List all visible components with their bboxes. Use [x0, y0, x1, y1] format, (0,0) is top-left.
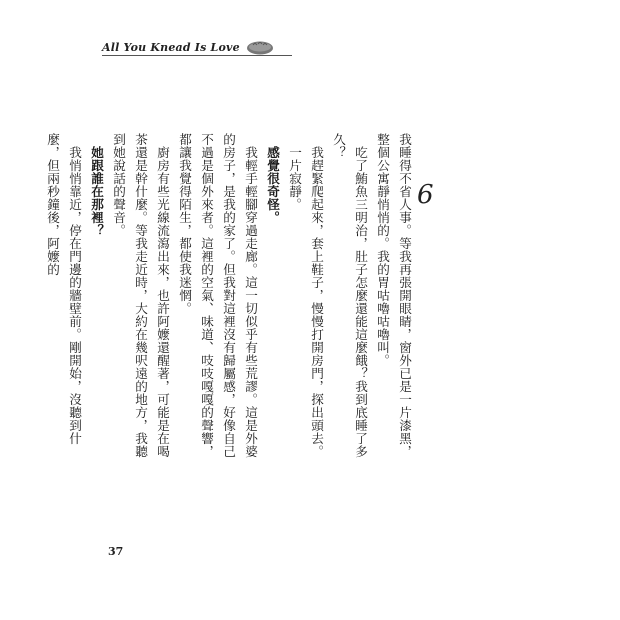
paragraph: 廚房有些光線流瀉出來，也許阿嬤還醒著，可能是在喝茶還是幹什麼。等我走近時，大約在幾呎遠的地方，我聽到她說話的聲音。	[111, 133, 170, 458]
bold-line: 感覺很奇怪。	[265, 145, 280, 224]
bold-line: 她跟誰在那裡？	[89, 145, 104, 237]
chapter-number: 6	[417, 180, 434, 210]
page-number: 37	[108, 545, 124, 558]
paragraph: 我悄悄靠近，停在門邊的牆壁前。剛開始，沒聽到什麼，但兩秒鐘後，阿嬤的	[45, 133, 82, 445]
header-rule	[102, 55, 292, 56]
paragraph: 我輕手輕腳穿過走廊。這一切似乎有些荒謬。這是外婆的房子，是我的家了。但我對這裡沒有歸屬感，好像自己不過是個外來者。這裡的空氣、味道、吱吱嘎嘎的聲響，都讓我覺得陌生，都使我迷惘。	[177, 133, 258, 458]
paragraph: 我趕緊爬起來，套上鞋子，慢慢打開房門，探出頭去。	[309, 145, 324, 458]
running-header	[102, 38, 275, 56]
paragraph: 吃了鮪魚三明治，肚子怎麼還能這麼餓？我到底睡了多久？	[331, 133, 368, 458]
paragraph: 我睡得不省人事。等我再張開眼睛，窗外已是一片漆黑，整個公寓靜悄悄的。我的胃咕嚕咕嚕叫。	[375, 133, 412, 458]
running-header-title: All You Knead Is Love	[102, 40, 240, 54]
bread-icon	[245, 38, 275, 56]
paragraph: 一片寂靜。	[287, 145, 302, 211]
body-text	[45, 133, 415, 458]
